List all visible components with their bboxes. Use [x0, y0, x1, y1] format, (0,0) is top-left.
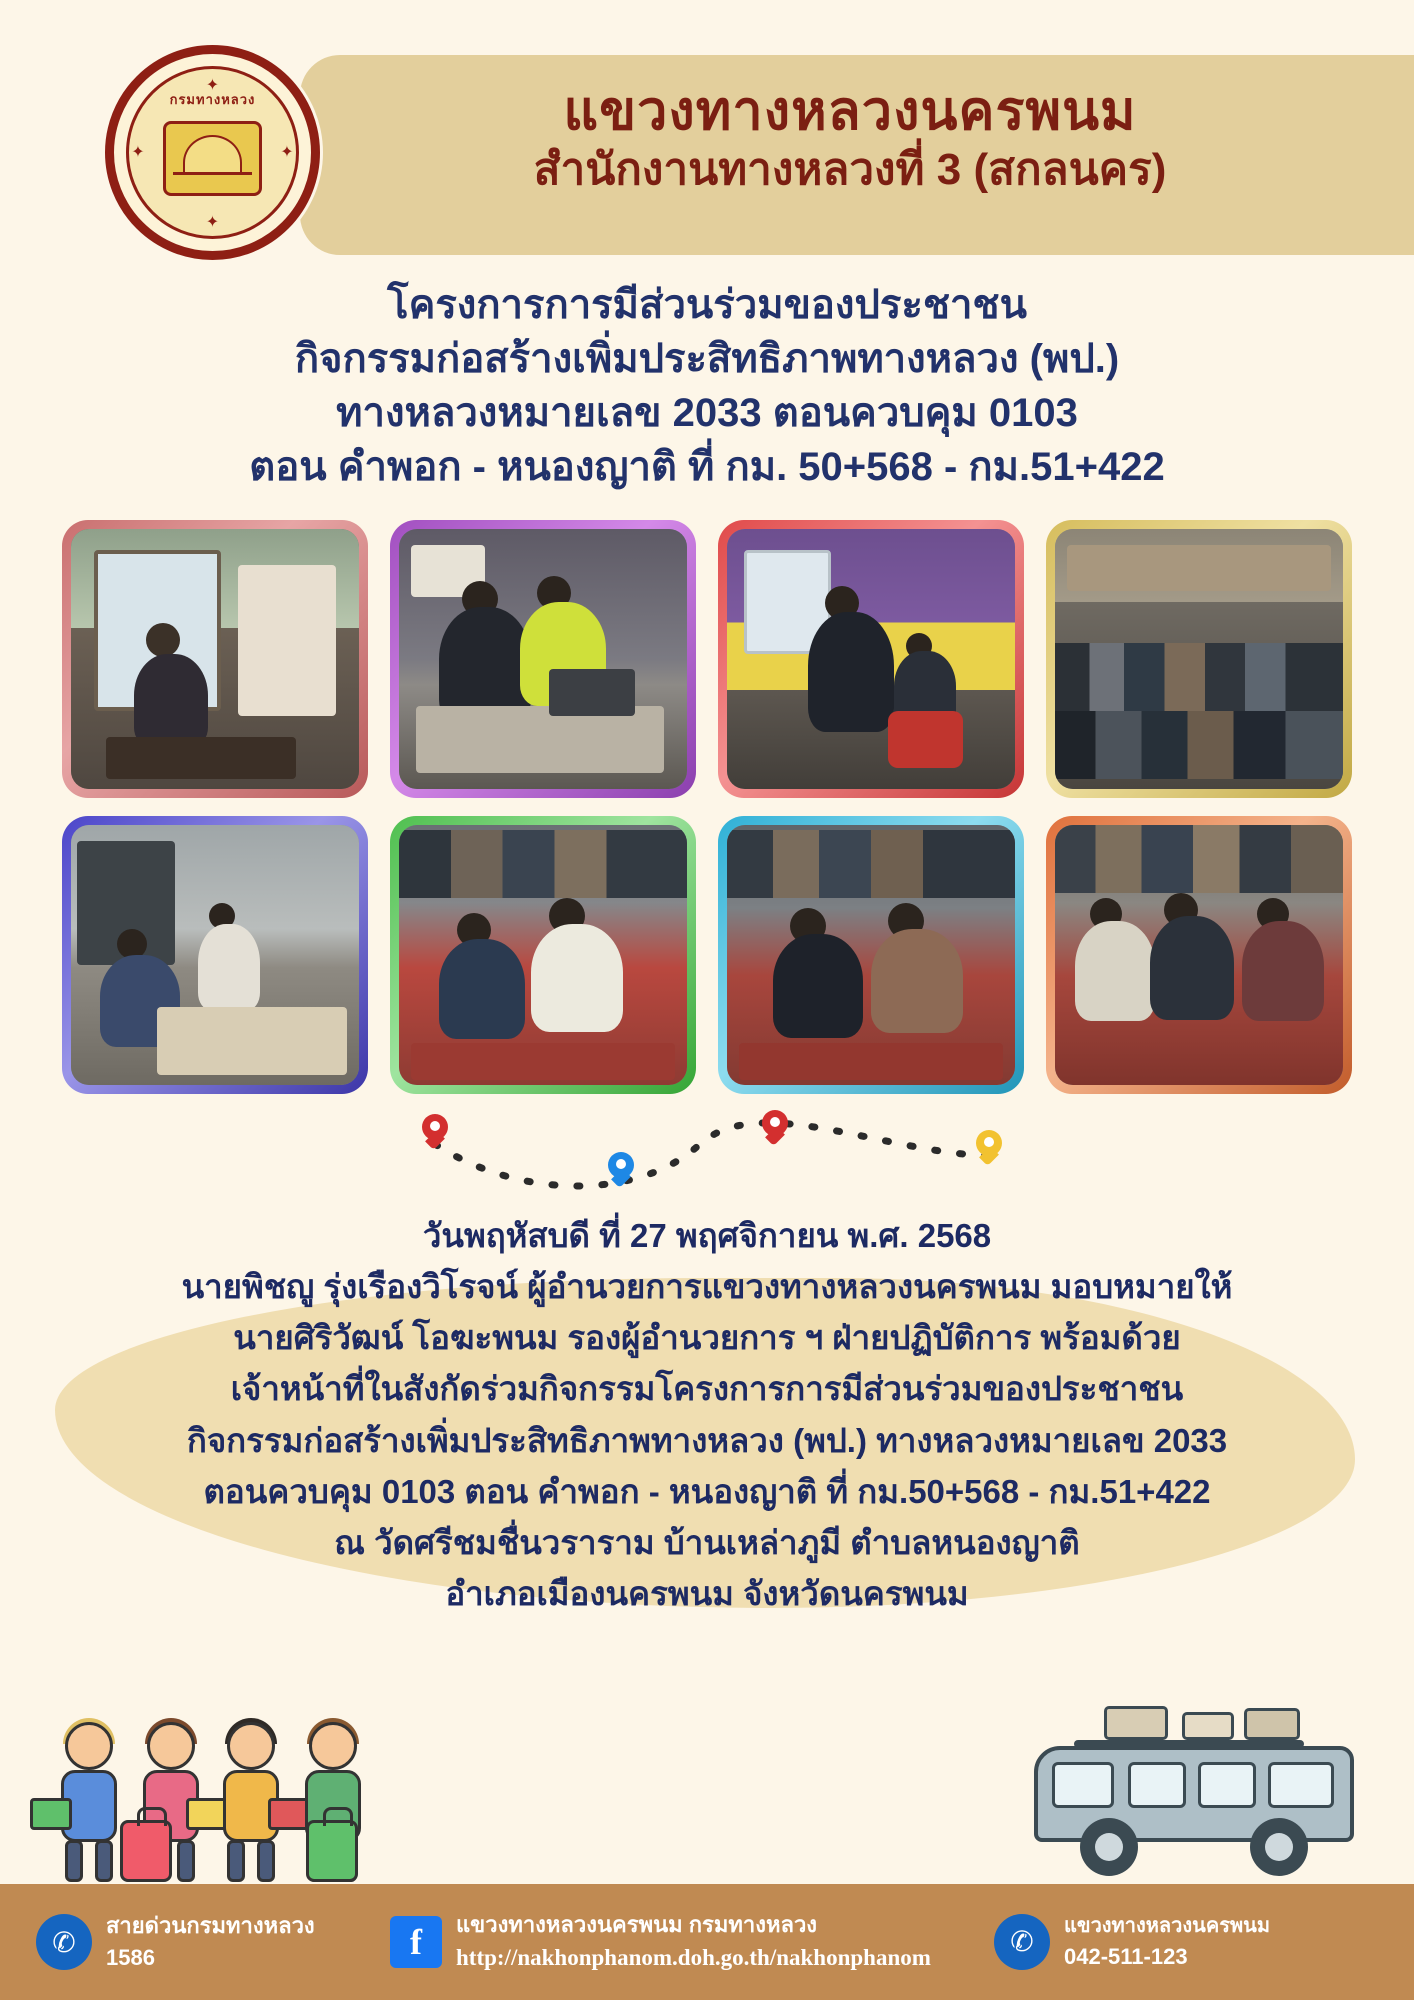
pin-mid-red: [762, 1110, 788, 1146]
seal-arch-emblem: [163, 121, 262, 196]
hotline-label: สายด่วนกรมทางหลวง: [106, 1913, 315, 1939]
office-label: แขวงทางหลวงนครพนม: [1064, 1914, 1271, 1937]
office-phone: 042-511-123: [1064, 1943, 1188, 1969]
pin-mid-blue: [608, 1152, 634, 1188]
pin-end: [976, 1130, 1002, 1166]
seal-spike-icon: ✦: [131, 143, 145, 161]
van-illustration-icon: [1034, 1706, 1354, 1876]
project-subtitle: [0, 278, 1414, 494]
photo-item: [62, 520, 368, 798]
kid-figure-icon: [208, 1722, 294, 1882]
body-line-5: ตอนควบคุม 0103 ตอน คำพอก - หนองญาติ ที่ กม.50+568 - กม.51+422: [203, 1472, 1211, 1510]
footer-hotline: [0, 1910, 390, 1974]
subtitle-line-1: โครงการการมีส่วนร่วมของประชาชน: [387, 283, 1027, 327]
body-line-3: เจ้าหน้าที่ในสังกัดร่วมกิจกรรมโครงการการมีส่วนร่วมของประชาชน: [230, 1370, 1184, 1408]
body-text: [40, 1210, 1374, 1619]
decoration-row: [0, 1692, 1414, 1882]
photo-image: [727, 825, 1015, 1085]
phone-icon: ✆: [36, 1914, 92, 1970]
title-line-2: สำนักงานทางหลวงที่ 3 (สกลนคร): [533, 145, 1167, 195]
suitcase-icon: [306, 1820, 358, 1882]
photo-image: [71, 825, 359, 1085]
route-decoration: [0, 1104, 1414, 1194]
body-line-7: อำเภอเมืองนครพนม จังหวัดนครพนม: [445, 1574, 969, 1612]
body-line-1: นายพิชญู รุ่งเรืองวิโรจน์ ผู้อำนวยการแขวงทางหลวงนครพนม มอบหมายให้: [181, 1268, 1233, 1306]
photo-item: [390, 816, 696, 1094]
department-seal-logo: [105, 45, 320, 260]
body-line-4: กิจกรรมก่อสร้างเพิ่มประสิทธิภาพทางหลวง (พป.) ทางหลวงหมายเลข 2033: [186, 1421, 1228, 1459]
seal-spike-icon: ✦: [205, 77, 220, 94]
title-line-1: แขวงทางหลวงนครพนม: [563, 81, 1137, 141]
facebook-icon[interactable]: f: [390, 1916, 442, 1968]
photo-image: [399, 825, 687, 1085]
seal-spike-icon: ✦: [205, 214, 220, 231]
photo-item: [390, 520, 696, 798]
photo-item: [718, 520, 1024, 798]
photo-item: [718, 816, 1024, 1094]
page-title: [330, 80, 1370, 197]
seal-text: กรมทางหลวง: [169, 92, 256, 107]
facebook-page-name: แขวงทางหลวงนครพนม กรมทางหลวง: [456, 1912, 818, 1938]
subtitle-line-2: กิจกรรมก่อสร้างเพิ่มประสิทธิภาพทางหลวง (พป.): [294, 337, 1120, 381]
photo-image: [1055, 825, 1343, 1085]
event-date: วันพฤหัสบดี ที่ 27 พฤศจิกายน พ.ศ. 2568: [422, 1217, 992, 1254]
photo-item: [1046, 816, 1352, 1094]
photo-image: [1055, 529, 1343, 789]
footer-bar: [0, 1884, 1414, 2000]
seal-spike-icon: ✦: [280, 143, 294, 161]
hotline-number: 1586: [106, 1945, 155, 1970]
body-line-6: ณ วัดศรีชมชื่นวราราม บ้านเหล่าภูมี ตำบลหนองญาติ: [334, 1523, 1080, 1561]
luggage-icon: [1182, 1712, 1234, 1740]
body-line-2: นายศิริวัฒน์ โอฆะพนม รองผู้อำนวยการ ฯ ฝ่ายปฏิบัติการ พร้อมด้วย: [233, 1319, 1181, 1357]
photo-image: [727, 529, 1015, 789]
suitcase-icon: [120, 1820, 172, 1882]
luggage-icon: [1104, 1706, 1168, 1740]
poster-header: [0, 0, 1414, 270]
subtitle-line-4: ตอน คำพอก - หนองญาติ ที่ กม. 50+568 - กม.51+422: [249, 445, 1165, 489]
phone-icon: ✆: [994, 1914, 1050, 1970]
photo-image: [399, 529, 687, 789]
footer-office-contact: [994, 1912, 1414, 1973]
website-link[interactable]: http://nakhonphanom.doh.go.th/nakhonphanom: [456, 1945, 931, 1971]
footer-facebook[interactable]: [390, 1909, 994, 1974]
route-dotted-path: [0, 1104, 1414, 1194]
photo-item: [1046, 520, 1352, 798]
body-section: [0, 1200, 1414, 1619]
subtitle-line-3: ทางหลวงหมายเลข 2033 ตอนควบคุม 0103: [336, 391, 1078, 435]
photo-image: [71, 529, 359, 789]
photo-item: [62, 816, 368, 1094]
pin-start: [422, 1114, 448, 1150]
photo-grid: [62, 520, 1352, 1094]
luggage-icon: [1244, 1708, 1300, 1740]
